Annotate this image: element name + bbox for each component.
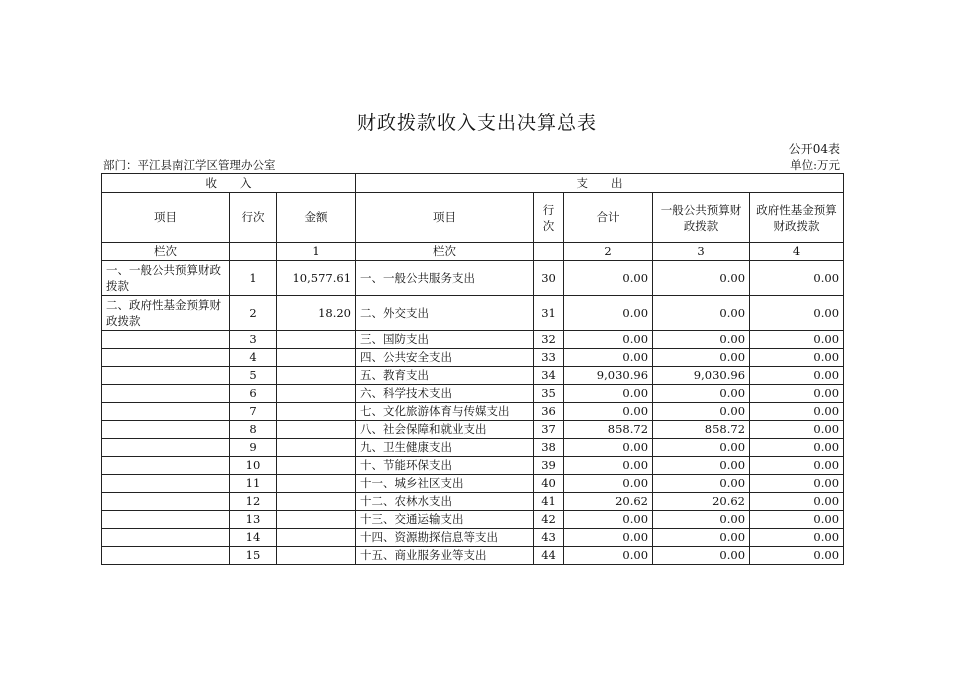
col-income-item: 项目 [102,193,230,243]
index-col-3: 3 [653,243,750,261]
general-budget-cell: 858.72 [653,421,750,439]
income-item-cell [102,475,230,493]
general-budget-cell: 0.00 [653,331,750,349]
expense-line-cell: 37 [534,421,564,439]
general-budget-cell: 9,030.96 [653,367,750,385]
table-row [102,296,844,331]
column-header-row [102,193,844,243]
expense-line-cell: 44 [534,547,564,565]
income-amount-cell [277,547,356,565]
fund-budget-cell: 0.00 [750,261,844,296]
expense-item-cell: 九、卫生健康支出 [356,439,534,457]
form-code: 公开04表 [788,142,840,156]
income-line-cell: 4 [230,349,277,367]
income-section-header: 收 入 [102,174,356,193]
income-item-cell [102,385,230,403]
income-line-cell: 9 [230,439,277,457]
fund-budget-cell: 0.00 [750,475,844,493]
department-label: 部门：平江县南江学区管理办公室 [103,158,276,172]
expense-item-cell: 五、教育支出 [356,367,534,385]
total-cell: 0.00 [564,331,653,349]
unit-label: 单位:万元 [790,158,840,172]
expense-line-cell: 34 [534,367,564,385]
table-row [102,547,844,565]
general-budget-cell: 0.00 [653,547,750,565]
income-amount-cell [277,367,356,385]
income-item-cell [102,493,230,511]
income-line-cell: 14 [230,529,277,547]
expense-line-cell: 30 [534,261,564,296]
fund-budget-cell: 0.00 [750,296,844,331]
income-item-cell [102,403,230,421]
index-income-blank [230,243,277,261]
general-budget-cell: 0.00 [653,296,750,331]
table-row [102,385,844,403]
income-item-cell: 二、政府性基金预算财政拨款 [102,296,230,331]
general-budget-cell: 0.00 [653,349,750,367]
expense-item-cell: 六、科学技术支出 [356,385,534,403]
table-row [102,367,844,385]
general-budget-cell: 0.00 [653,261,750,296]
fund-budget-cell: 0.00 [750,331,844,349]
expense-item-cell: 十、节能环保支出 [356,457,534,475]
total-cell: 0.00 [564,547,653,565]
income-line-cell: 3 [230,331,277,349]
income-amount-cell [277,421,356,439]
income-item-cell [102,547,230,565]
total-cell: 20.62 [564,493,653,511]
index-col-1: 1 [277,243,356,261]
expense-line-cell: 41 [534,493,564,511]
expense-line-cell: 38 [534,439,564,457]
expense-line-cell: 42 [534,511,564,529]
expense-line-cell: 43 [534,529,564,547]
expense-line-cell: 36 [534,403,564,421]
budget-table [101,173,844,565]
general-budget-cell: 0.00 [653,385,750,403]
income-line-cell: 6 [230,385,277,403]
income-item-cell [102,529,230,547]
income-amount-cell [277,475,356,493]
expense-line-cell: 32 [534,331,564,349]
income-item-cell [102,457,230,475]
income-amount-cell [277,529,356,547]
total-cell: 0.00 [564,511,653,529]
expense-item-cell: 八、社会保障和就业支出 [356,421,534,439]
general-budget-cell: 0.00 [653,511,750,529]
income-amount-cell [277,511,356,529]
index-col-2: 2 [564,243,653,261]
income-line-cell: 5 [230,367,277,385]
section-header-row [102,174,844,193]
index-expense-blank [534,243,564,261]
total-cell: 0.00 [564,385,653,403]
general-budget-cell: 0.00 [653,403,750,421]
index-expense-label: 栏次 [356,243,534,261]
income-amount-cell [277,403,356,421]
table-row [102,261,844,296]
col-income-line: 行次 [230,193,277,243]
total-cell: 0.00 [564,261,653,296]
fund-budget-cell: 0.00 [750,439,844,457]
total-cell: 0.00 [564,439,653,457]
table-row [102,331,844,349]
expense-line-cell: 31 [534,296,564,331]
total-cell: 858.72 [564,421,653,439]
income-item-cell: 一、一般公共预算财政拨款 [102,261,230,296]
expense-item-cell: 十三、交通运输支出 [356,511,534,529]
income-amount-cell: 18.20 [277,296,356,331]
income-amount-cell [277,439,356,457]
total-cell: 0.00 [564,475,653,493]
col-fund-budget: 政府性基金预算财政拨款 [750,193,844,243]
income-amount-cell [277,331,356,349]
total-cell: 0.00 [564,403,653,421]
table-row [102,511,844,529]
income-line-cell: 8 [230,421,277,439]
fund-budget-cell: 0.00 [750,457,844,475]
expense-item-cell: 一、一般公共服务支出 [356,261,534,296]
income-item-cell [102,439,230,457]
table-row [102,493,844,511]
col-income-amount: 金额 [277,193,356,243]
general-budget-cell: 0.00 [653,529,750,547]
expense-item-cell: 十二、农林水支出 [356,493,534,511]
fund-budget-cell: 0.00 [750,493,844,511]
expense-line-cell: 39 [534,457,564,475]
expense-item-cell: 三、国防支出 [356,331,534,349]
total-cell: 0.00 [564,296,653,331]
expense-line-cell: 33 [534,349,564,367]
table-row [102,349,844,367]
index-col-4: 4 [750,243,844,261]
income-line-cell: 10 [230,457,277,475]
expense-item-cell: 十四、资源勘探信息等支出 [356,529,534,547]
table-row [102,475,844,493]
income-line-cell: 1 [230,261,277,296]
table-row [102,439,844,457]
expense-item-cell: 二、外交支出 [356,296,534,331]
expense-item-cell: 十五、商业服务业等支出 [356,547,534,565]
col-expense-line: 行次 [534,193,564,243]
income-line-cell: 13 [230,511,277,529]
table-row [102,457,844,475]
fund-budget-cell: 0.00 [750,511,844,529]
expense-section-header: 支 出 [356,174,844,193]
fund-budget-cell: 0.00 [750,349,844,367]
page-title: 财政拨款收入支出决算总表 [356,112,597,134]
income-item-cell [102,349,230,367]
fund-budget-cell: 0.00 [750,529,844,547]
general-budget-cell: 0.00 [653,457,750,475]
fund-budget-cell: 0.00 [750,367,844,385]
income-line-cell: 15 [230,547,277,565]
fund-budget-cell: 0.00 [750,547,844,565]
income-line-cell: 11 [230,475,277,493]
expense-item-cell: 七、文化旅游体育与传媒支出 [356,403,534,421]
col-total: 合计 [564,193,653,243]
total-cell: 0.00 [564,529,653,547]
index-row [102,243,844,261]
income-line-cell: 12 [230,493,277,511]
fund-budget-cell: 0.00 [750,421,844,439]
general-budget-cell: 0.00 [653,439,750,457]
general-budget-cell: 20.62 [653,493,750,511]
index-income-label: 栏次 [102,243,230,261]
income-item-cell [102,331,230,349]
total-cell: 0.00 [564,349,653,367]
fund-budget-cell: 0.00 [750,385,844,403]
income-line-cell: 7 [230,403,277,421]
income-amount-cell [277,385,356,403]
general-budget-cell: 0.00 [653,475,750,493]
expense-line-cell: 40 [534,475,564,493]
income-amount-cell [277,349,356,367]
table-row [102,529,844,547]
income-amount-cell: 10,577.61 [277,261,356,296]
table-row [102,403,844,421]
expense-item-cell: 十一、城乡社区支出 [356,475,534,493]
income-amount-cell [277,457,356,475]
income-amount-cell [277,493,356,511]
expense-item-cell: 四、公共安全支出 [356,349,534,367]
expense-line-cell: 35 [534,385,564,403]
income-item-cell [102,367,230,385]
col-expense-item: 项目 [356,193,534,243]
income-item-cell [102,511,230,529]
total-cell: 0.00 [564,457,653,475]
col-general-budget: 一般公共预算财政拨款 [653,193,750,243]
income-line-cell: 2 [230,296,277,331]
table-row [102,421,844,439]
income-item-cell [102,421,230,439]
total-cell: 9,030.96 [564,367,653,385]
fund-budget-cell: 0.00 [750,403,844,421]
